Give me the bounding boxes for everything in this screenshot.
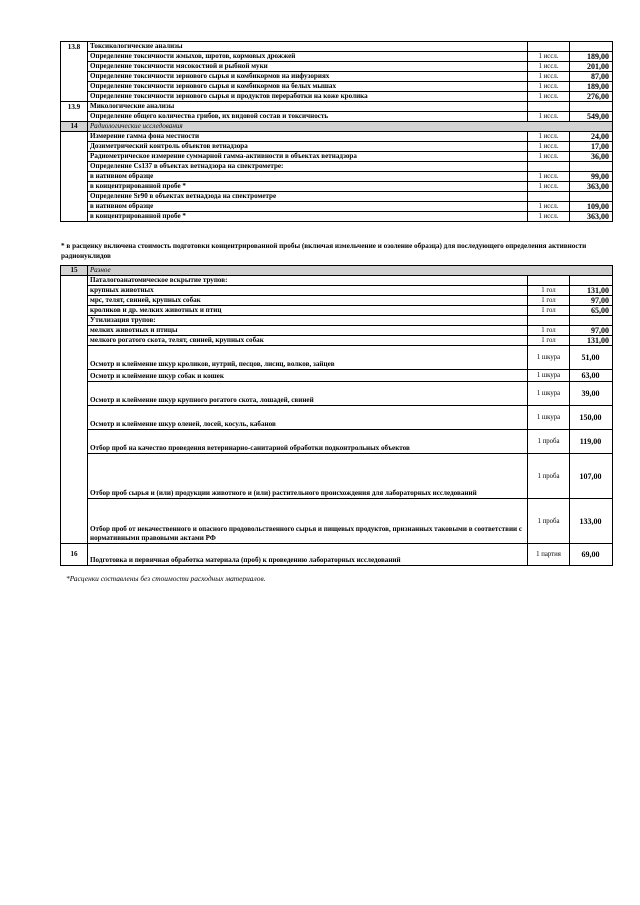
unit-cell: 1 шкура [528,406,570,430]
row-number-empty [61,382,88,406]
row-number-empty [61,316,88,326]
table-row [61,162,613,172]
unit-cell: 1 иссл. [528,92,570,102]
row-number-empty [61,346,88,370]
table-row [61,92,613,102]
row-number [61,62,88,72]
section-title: Радиологические исследования [88,122,613,132]
service-name: Определение Cs137 в объектах ветнадзора на спектрометре: [88,162,528,172]
section-header-row [61,266,613,276]
service-name: Отбор проб от некачественного и опасного продовольственного сырья и пищевых продуктов, признанных таковыми в соответствии с нормативными правовыми актами РФ [88,499,528,544]
price-cell: 65,00 [570,306,613,316]
row-number-empty [61,182,88,192]
price-cell [570,316,613,326]
price-cell: 36,00 [570,152,613,162]
unit-cell: 1 гол [528,336,570,346]
price-cell: 24,00 [570,132,613,142]
service-name: Определение общего количества грибов, их видовой состав и токсичность [88,112,528,122]
service-name: в концентрированной пробе * [88,182,528,192]
unit-cell [528,316,570,326]
unit-cell: 1 шкура [528,382,570,406]
row-number: 13.9 [61,102,88,112]
unit-cell [528,102,570,112]
unit-cell: 1 иссл. [528,182,570,192]
row-number [61,52,88,62]
service-name: Определение токсичности жмыхов, шротов, кормовых дрожжей [88,52,528,62]
section-title: Разное [88,266,613,276]
price-cell: 99,00 [570,172,613,182]
section-number: 14 [61,122,88,132]
row-number-empty [61,296,88,306]
table-row [61,172,613,182]
row-number-empty [61,406,88,430]
price-cell: 69,00 [570,544,613,566]
table-row [61,142,613,152]
row-number-empty [61,306,88,316]
table-row [61,316,613,326]
section-number: 15 [61,266,88,276]
row-number-empty [61,326,88,336]
row-number-empty [61,276,88,286]
service-name: мрс, телят, свиней, крупных собак [88,296,528,306]
service-name: в концентрированной пробе * [88,212,528,222]
service-name: Определение токсичности зернового сырья и продуктов переработки на коже кролика [88,92,528,102]
service-name: Утилизация трупов: [88,316,528,326]
price-cell: 51,00 [570,346,613,370]
row-number-empty [61,152,88,162]
table-row [61,82,613,92]
service-name: Дозиметрический контроль объектов ветнадзора [88,142,528,152]
unit-cell: 1 иссл. [528,202,570,212]
row-number: 16 [61,544,88,566]
unit-cell: 1 партия [528,544,570,566]
service-name: кроликов и др. мелких животных и птиц [88,306,528,316]
price-table-misc [60,265,613,566]
price-cell: 131,00 [570,286,613,296]
price-cell: 119,00 [570,430,613,454]
service-name: мелких животных и птицы [88,326,528,336]
unit-cell: 1 гол [528,286,570,296]
service-name: в нативном образце [88,172,528,182]
service-name: Радиометрическое измерение суммарной гамма-активности в объектах ветнадзора [88,152,528,162]
price-cell: 276,00 [570,92,613,102]
row-number-empty [61,192,88,202]
row-number-empty [61,286,88,296]
service-name: мелкого рогатого скота, телят, свиней, крупных собак [88,336,528,346]
row-number-empty [61,172,88,182]
row-number: 13.8 [61,42,88,52]
service-name: Отбор проб сырья и (или) продукции животного и (или) растительного происхождения для лабораторных исследований [88,454,528,499]
table-row [61,370,613,382]
price-cell: 189,00 [570,82,613,92]
service-name: Определение токсичности зернового сырья и комбикормов на белых мышах [88,82,528,92]
price-cell: 363,00 [570,182,613,192]
row-number-empty [61,212,88,222]
unit-cell: 1 иссл. [528,82,570,92]
unit-cell: 1 шкура [528,370,570,382]
unit-cell: 1 иссл. [528,52,570,62]
table-row [61,152,613,162]
unit-cell: 1 иссл. [528,142,570,152]
unit-cell: 1 гол [528,326,570,336]
price-cell: 201,00 [570,62,613,72]
table-row [61,430,613,454]
table-row [61,276,613,286]
table-row [61,192,613,202]
table-row [61,62,613,72]
price-cell [570,102,613,112]
price-cell: 87,00 [570,72,613,82]
unit-cell: 1 иссл. [528,132,570,142]
table-row [61,326,613,336]
price-cell: 97,00 [570,296,613,306]
table-row [61,102,613,112]
row-number [61,92,88,102]
row-number-empty [61,499,88,544]
service-name: Отбор проб на качество проведения ветеринарно-санитарной обработки подконтрольных объектов [88,430,528,454]
table-row [61,306,613,316]
row-number-empty [61,162,88,172]
table-row [61,346,613,370]
unit-cell: 1 гол [528,296,570,306]
service-name: в нативном образце [88,202,528,212]
row-number-empty [61,430,88,454]
unit-cell: 1 проба [528,454,570,499]
service-name: Осмотр и клеймение шкур оленей, лосей, косуль, кабанов [88,406,528,430]
unit-cell [528,276,570,286]
footnote-concentrated-sample: * в расценку включена стоимость подготовки концентрированной пробы (включая измельчение и озоление образца) для последующего определения активности радионуклидов [61,242,587,260]
service-name: Осмотр и клеймение шкур собак и кошек [88,370,528,382]
service-name: Осмотр и клеймение шкур кроликов, нутрий, песцов, лисиц, волков, зайцев [88,346,528,370]
unit-cell: 1 проба [528,499,570,544]
service-name: крупных животных [88,286,528,296]
price-cell: 17,00 [570,142,613,152]
price-cell: 363,00 [570,212,613,222]
table-row [61,52,613,62]
unit-cell: 1 иссл. [528,62,570,72]
table-row [61,382,613,406]
table-row [61,42,613,52]
row-number-empty [61,454,88,499]
table-row [61,544,613,566]
unit-cell: 1 иссл. [528,172,570,182]
unit-cell [528,42,570,52]
row-number-empty [61,370,88,382]
price-cell [570,162,613,172]
price-cell [570,192,613,202]
unit-cell: 1 иссл. [528,112,570,122]
row-number [61,72,88,82]
table-row [61,406,613,430]
price-cell: 133,00 [570,499,613,544]
unit-cell: 1 шкура [528,346,570,370]
table-row [61,454,613,499]
price-cell: 131,00 [570,336,613,346]
price-cell [570,42,613,52]
unit-cell [528,192,570,202]
row-number [61,82,88,92]
price-cell: 150,00 [570,406,613,430]
price-cell [570,276,613,286]
service-name: Микологические анализы [88,102,528,112]
unit-cell: 1 проба [528,430,570,454]
table-row [61,336,613,346]
price-cell: 39,00 [570,382,613,406]
table-row [61,72,613,82]
service-name: Паталогоанатомическое вскрытие трупов: [88,276,528,286]
price-cell: 109,00 [570,202,613,212]
table-row [61,112,613,122]
unit-cell: 1 иссл. [528,212,570,222]
table-row [61,202,613,212]
price-table-radiology [60,41,613,222]
row-number-empty [61,132,88,142]
service-name: Измерение гамма фона местности [88,132,528,142]
unit-cell [528,162,570,172]
service-name: Определение токсичности зернового сырья и комбикормов на инфузориях [88,72,528,82]
unit-cell: 1 гол [528,306,570,316]
table-row [61,296,613,306]
price-cell: 63,00 [570,370,613,382]
service-name: Определение Sr90 в объектах ветнадзода на спектрометре [88,192,528,202]
table-row [61,286,613,296]
service-name: Подготовка и первичная обработка материала (проб) к проведению лабораторных исследований [88,544,528,566]
row-number [61,112,88,122]
row-number-empty [61,202,88,212]
price-cell: 189,00 [570,52,613,62]
footnote-materials: *Расценки составлены без стоимости расходных материалов. [66,574,266,583]
table-row [61,182,613,192]
row-number-empty [61,142,88,152]
price-cell: 549,00 [570,112,613,122]
section-header-row [61,122,613,132]
service-name: Осмотр и клеймение шкур крупного рогатого скота, лошадей, свиней [88,382,528,406]
table-row [61,132,613,142]
unit-cell: 1 иссл. [528,72,570,82]
table-row [61,499,613,544]
price-cell: 107,00 [570,454,613,499]
unit-cell: 1 иссл. [528,152,570,162]
table-row [61,212,613,222]
service-name: Определение токсичности мясокостной и рыбной муки [88,62,528,72]
row-number-empty [61,336,88,346]
price-cell: 97,00 [570,326,613,336]
service-name: Токсикологические анализы [88,42,528,52]
